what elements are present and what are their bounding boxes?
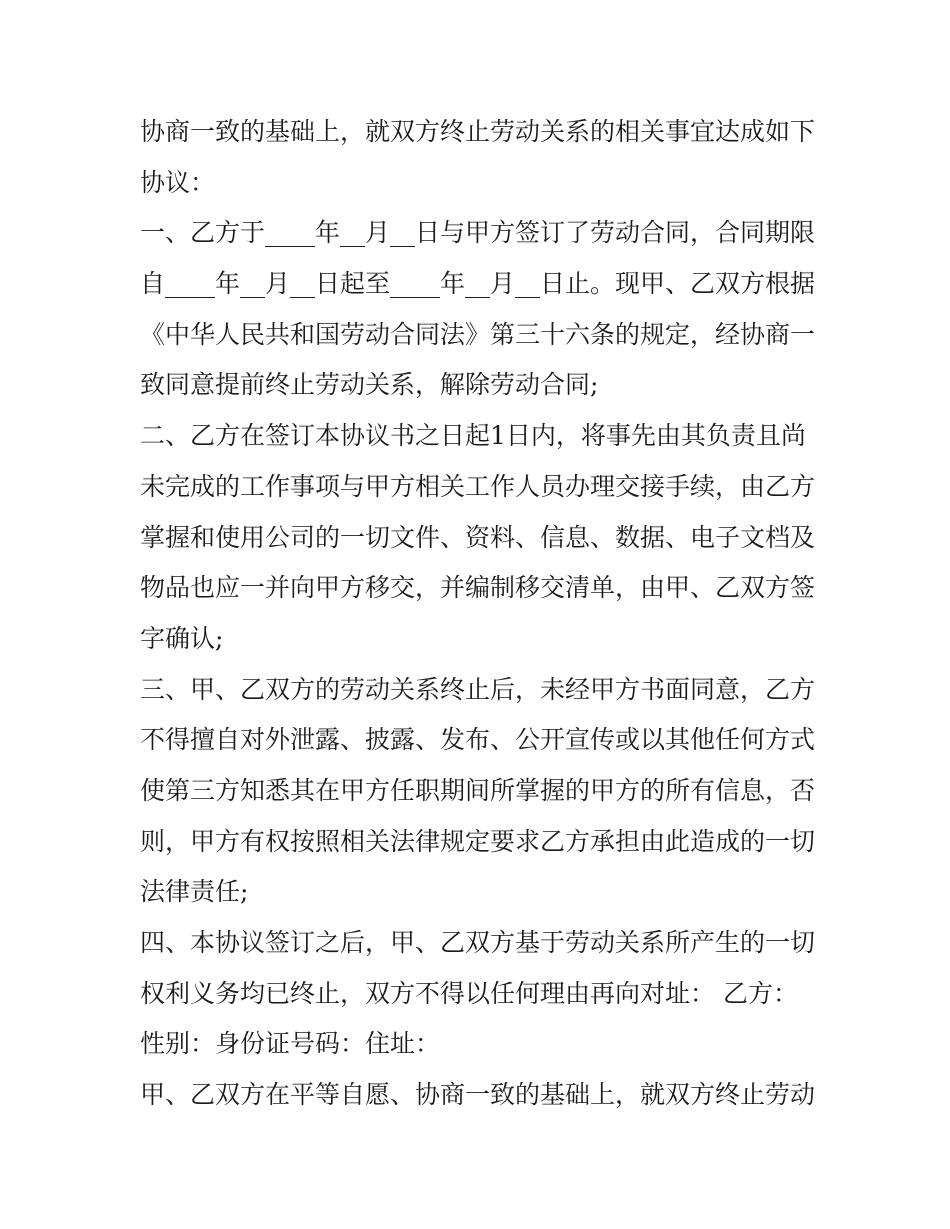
- text-line: 甲、乙双方在平等自愿、协商一致的基础上，就双方终止劳动: [140, 1080, 816, 1110]
- text-line: 则，甲方有权按照相关法律规定要求乙方承担由此造成的一切: [140, 826, 816, 856]
- text-line: 致同意提前终止劳动关系，解除劳动合同;: [140, 370, 599, 400]
- text-line: 协议：: [140, 167, 216, 197]
- text-line: 自____年__月__日起至____年__月__日止。现甲、乙双方根据: [140, 269, 816, 299]
- text-line: 一、乙方于____年__月__日与甲方签订了劳动合同，合同期限: [140, 218, 816, 248]
- text-line: 四、本协议签订之后，甲、乙双方基于劳动关系所产生的一切: [140, 928, 816, 957]
- text-line: 字确认;: [140, 623, 224, 653]
- text-line: 三、甲、乙双方的劳动关系终止后，未经甲方书面同意，乙方: [140, 674, 816, 704]
- text-line: 协商一致的基础上，就双方终止劳动关系的相关事宜达成如下: [140, 117, 816, 146]
- text-line: 二、乙方在签订本协议书之日起1日内，将事先由其负责且尚: [140, 421, 806, 451]
- text-line: 掌握和使用公司的一切文件、资料、信息、数据、电子文档及: [140, 522, 816, 552]
- text-line: 《中华人民共和国劳动合同法》第三十六条的规定，经协商一: [140, 319, 816, 349]
- text-line: 未完成的工作事项与甲方相关工作人员办理交接手续，由乙方: [140, 471, 816, 501]
- agreement-body-text: [140, 107, 840, 1121]
- text-line: 性别：身份证号码：住址：: [140, 1029, 441, 1059]
- text-line: 不得擅自对外泄露、披露、发布、公开宣传或以其他任何方式: [140, 725, 816, 755]
- text-line: 物品也应一并向甲方移交，并编制移交清单，由甲、乙双方签: [140, 573, 816, 603]
- text-line: 使第三方知悉其在甲方任职期间所掌握的甲方的所有信息，否: [140, 775, 816, 805]
- text-line: 法律责任;: [140, 877, 249, 907]
- text-line: 权利义务均已终止，双方不得以任何理由再向对址： 乙方：: [140, 978, 798, 1008]
